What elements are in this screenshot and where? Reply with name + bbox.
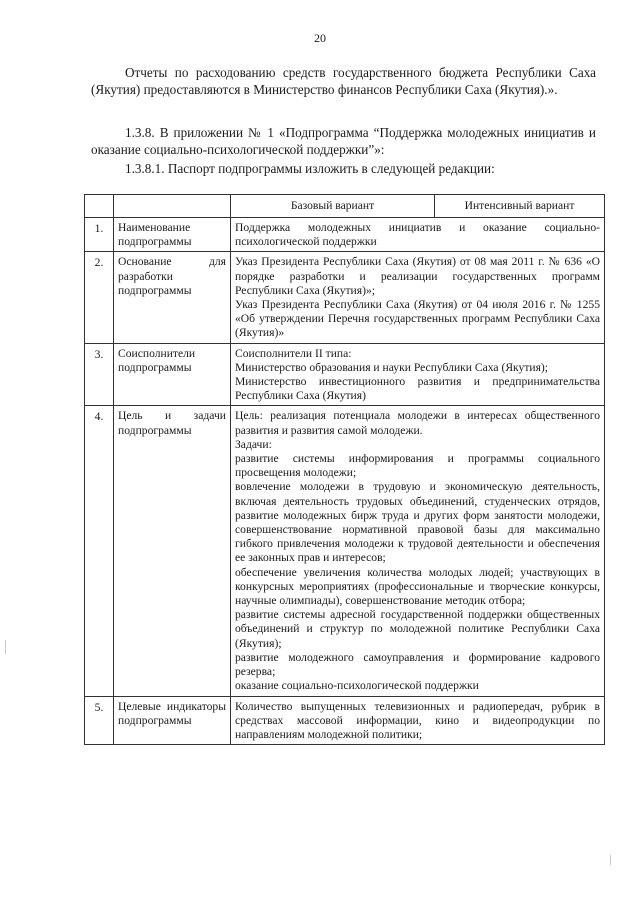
row-number: 2. (85, 252, 114, 343)
table-header-row (85, 195, 605, 218)
row-name: Основание для разработки подпрограммы (114, 252, 231, 343)
row-line: развитие системы адресной государственной поддержки общественных объединений и структур по молодежной политике Республики Саха (Якутия); (235, 608, 600, 650)
row-name: Цель и задачи подпрограммы (114, 406, 231, 696)
table-row (85, 218, 605, 252)
row-line: развитие молодежного самоуправления и формирование кадрового резерва; (235, 650, 600, 679)
intro-paragraph (91, 64, 596, 98)
page-number: 20 (314, 31, 326, 45)
row-line: обеспечение увеличения количества молодых людей; участвующих в конкурсных мероприятиях (профессиональные и творческие конкурсы, научные олимпиады), совершенствование методик отбора; (235, 565, 600, 608)
row-line: вовлечение молодежи в трудовую и экономическую деятельность, включая деятельность трудовых объединений, студенческих отрядов, развитие молодежных бирж труда и других форм занятости молодежи, совершенствование нормативной правовой базы для максимально гибкого привлечения молодежи к трудовой деятельности и обеспечения ее законных прав и интересов; (235, 480, 600, 565)
row-line: Цель: реализация потенциала молодежи в интересах общественного развития и развития самой молодежи. (235, 409, 600, 437)
header-num-cell (85, 195, 114, 218)
row-line: Министерство инвестиционного развития и предпринимательства Республики Саха (Якутия) (235, 375, 600, 403)
row-line: Указ Президента Республики Саха (Якутия) от 04 июля 2016 г. № 1255 «Об утверждении Перечня государственных программ Республики Саха (Якутия)» (235, 298, 600, 340)
clause-1-3-8 (91, 124, 596, 158)
scan-mark (610, 855, 611, 865)
row-content (231, 343, 605, 406)
row-line: Указ Президента Республики Саха (Якутия) от 08 мая 2011 г. № 636 «О порядке разработки и реализации государственных программ Республики Саха (Якутия)»; (235, 255, 600, 297)
row-line: оказание социально-психологической поддержки (235, 679, 479, 693)
row-content (231, 218, 605, 252)
row-content (231, 406, 605, 696)
row-number: 3. (85, 343, 114, 406)
table-row (85, 696, 605, 745)
row-name: Наименование подпрограммы (114, 218, 231, 252)
row-number: 1. (85, 218, 114, 252)
table-row (85, 252, 605, 343)
table-row (85, 406, 605, 696)
subprogram-passport-table (84, 194, 605, 745)
row-name: Целевые индикаторы подпрограммы (114, 696, 231, 745)
row-line: развитие системы информирования и программы социального просвещения молодежи; (235, 452, 600, 480)
header-base-variant: Базовый вариант (231, 195, 435, 218)
table-row (85, 343, 605, 406)
row-number: 5. (85, 696, 114, 745)
row-number: 4. (85, 406, 114, 696)
row-line: Количество выпущенных телевизионных и радиопередач, рубрик в средствах массовой информации, кино и видеопродукции по направлениям молодежной политики; (235, 699, 600, 741)
header-intensive-variant: Интенсивный вариант (435, 195, 605, 218)
row-line: Министерство образования и науки Республики Саха (Якутия); (235, 360, 549, 374)
row-content (231, 252, 605, 343)
clause-1-3-8-1-text: 1.3.8.1. Паспорт подпрограммы изложить в следующей редакции: (125, 161, 495, 176)
row-content (231, 696, 605, 745)
scan-mark (5, 640, 6, 654)
clause-1-3-8-1 (91, 160, 596, 177)
row-line: Поддержка молодежных инициатив и оказание социально-психологической поддержки (235, 221, 600, 249)
row-name: Соисполнители подпрограммы (114, 343, 231, 406)
clause-1-3-8-text: 1.3.8. В приложении № 1 «Подпрограмма “Поддержка молодежных инициатив и оказание социально-психологической поддержки”»: (91, 125, 596, 157)
intro-text: Отчеты по расходованию средств государственного бюджета Республики Саха (Якутия) предоставляются в Министерство финансов Республики Саха (Якутия).». (91, 65, 596, 97)
row-line: Задачи: (235, 437, 272, 451)
row-line: Соисполнители II типа: (235, 346, 352, 360)
header-name-cell (114, 195, 231, 218)
